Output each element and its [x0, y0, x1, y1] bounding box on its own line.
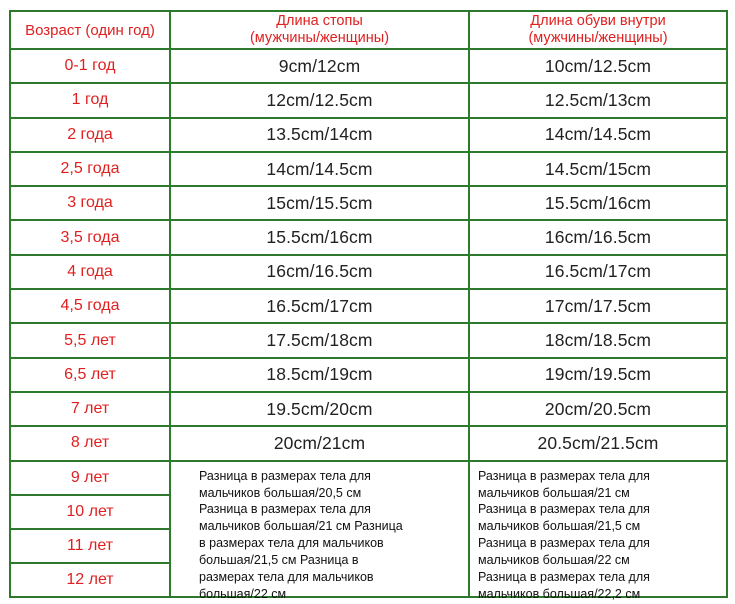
- shoe-note-cell: [469, 461, 727, 601]
- age-cell: 9 лет: [10, 461, 170, 495]
- table-row: [10, 426, 727, 460]
- foot-note-cell: [170, 461, 469, 601]
- foot-length-cell: 15.5cm/16cm: [170, 220, 469, 254]
- note-line: мальчиков большая/20,5 см: [199, 485, 362, 500]
- note-line: большая/21,5 см Разница в: [199, 552, 359, 567]
- note-line: Разница в размерах тела для: [478, 501, 650, 516]
- table-row: [10, 255, 727, 289]
- shoe-length-cell: 18cm/18.5cm: [469, 323, 727, 357]
- age-cell: 4 года: [10, 255, 170, 289]
- age-cell: 5,5 лет: [10, 323, 170, 357]
- note-line: мальчиков большая/22 см: [478, 552, 630, 567]
- note-line: размерах тела для мальчиков: [199, 569, 374, 584]
- age-cell: 4,5 года: [10, 289, 170, 323]
- shoe-length-cell: 16.5cm/17cm: [469, 255, 727, 289]
- shoe-length-cell: 14.5cm/15cm: [469, 152, 727, 186]
- note-line: большая/22 см: [199, 586, 287, 601]
- foot-length-cell: 15cm/15.5cm: [170, 186, 469, 220]
- header-shoe-line1: Длина обуви внутри: [530, 13, 666, 29]
- age-cell: 11 лет: [10, 529, 170, 563]
- note-line: Разница в размерах тела для: [478, 569, 650, 584]
- note-line: Разница в размерах тела для: [199, 468, 371, 483]
- age-cell: 1 год: [10, 83, 170, 117]
- header-shoe-length: [469, 11, 727, 49]
- age-cell: 3,5 года: [10, 220, 170, 254]
- shoe-length-cell: 17cm/17.5cm: [469, 289, 727, 323]
- header-row: [10, 11, 727, 49]
- shoe-length-cell: 15.5cm/16cm: [469, 186, 727, 220]
- header-age: Возраст (один год): [10, 11, 170, 49]
- age-cell: 8 лет: [10, 426, 170, 460]
- foot-length-cell: 16cm/16.5cm: [170, 255, 469, 289]
- foot-length-cell: 14cm/14.5cm: [170, 152, 469, 186]
- header-foot-line2: (мужчины/женщины): [249, 30, 390, 46]
- note-line: Разница в размерах тела для: [478, 535, 650, 550]
- age-cell: 7 лет: [10, 392, 170, 426]
- age-cell: 2,5 года: [10, 152, 170, 186]
- table-row: [10, 358, 727, 392]
- foot-length-cell: 12cm/12.5cm: [170, 83, 469, 117]
- size-table: [9, 10, 728, 601]
- shoe-length-cell: 20.5cm/21.5cm: [469, 426, 727, 460]
- note-line: Разница в размерах тела для: [478, 468, 650, 483]
- table-row: [10, 323, 727, 357]
- foot-length-cell: 19.5cm/20cm: [170, 392, 469, 426]
- table-row: [10, 49, 727, 83]
- header-foot-length: [170, 11, 469, 49]
- age-cell: 0-1 год: [10, 49, 170, 83]
- header-foot-line1: Длина стопы: [276, 13, 363, 29]
- table-row: [10, 83, 727, 117]
- foot-length-cell: 20cm/21cm: [170, 426, 469, 460]
- header-shoe-line2: (мужчины/женщины): [528, 30, 668, 46]
- table-row: [10, 118, 727, 152]
- note-line: в размерах тела для мальчиков: [199, 535, 384, 550]
- table-row: [10, 220, 727, 254]
- shoe-length-cell: 16cm/16.5cm: [469, 220, 727, 254]
- size-chart: [9, 10, 728, 601]
- age-cell: 10 лет: [10, 495, 170, 529]
- table-row: [10, 152, 727, 186]
- foot-length-cell: 13.5cm/14cm: [170, 118, 469, 152]
- note-line: мальчиков большая/21,5 см: [478, 518, 641, 533]
- shoe-length-cell: 19cm/19.5cm: [469, 358, 727, 392]
- shoe-length-cell: 14cm/14.5cm: [469, 118, 727, 152]
- age-cell: 6,5 лет: [10, 358, 170, 392]
- note-line: мальчиков большая/21 см: [478, 485, 630, 500]
- shoe-length-cell: 20cm/20.5cm: [469, 392, 727, 426]
- note-line: мальчиков большая/22,2 см: [478, 586, 641, 601]
- note-line: мальчиков большая/21 см Разница: [199, 518, 403, 533]
- age-cell: 2 года: [10, 118, 170, 152]
- shoe-length-cell: 10cm/12.5cm: [469, 49, 727, 83]
- foot-length-cell: 16.5cm/17cm: [170, 289, 469, 323]
- age-cell: 3 года: [10, 186, 170, 220]
- table-row: [10, 186, 727, 220]
- note-line: Разница в размерах тела для: [199, 501, 371, 516]
- foot-length-cell: 17.5cm/18cm: [170, 323, 469, 357]
- table-row: [10, 392, 727, 426]
- age-cell: 12 лет: [10, 563, 170, 597]
- foot-length-cell: 18.5cm/19cm: [170, 358, 469, 392]
- foot-length-cell: 9cm/12cm: [170, 49, 469, 83]
- table-row: [10, 289, 727, 323]
- table-row: [10, 461, 727, 495]
- shoe-length-cell: 12.5cm/13cm: [469, 83, 727, 117]
